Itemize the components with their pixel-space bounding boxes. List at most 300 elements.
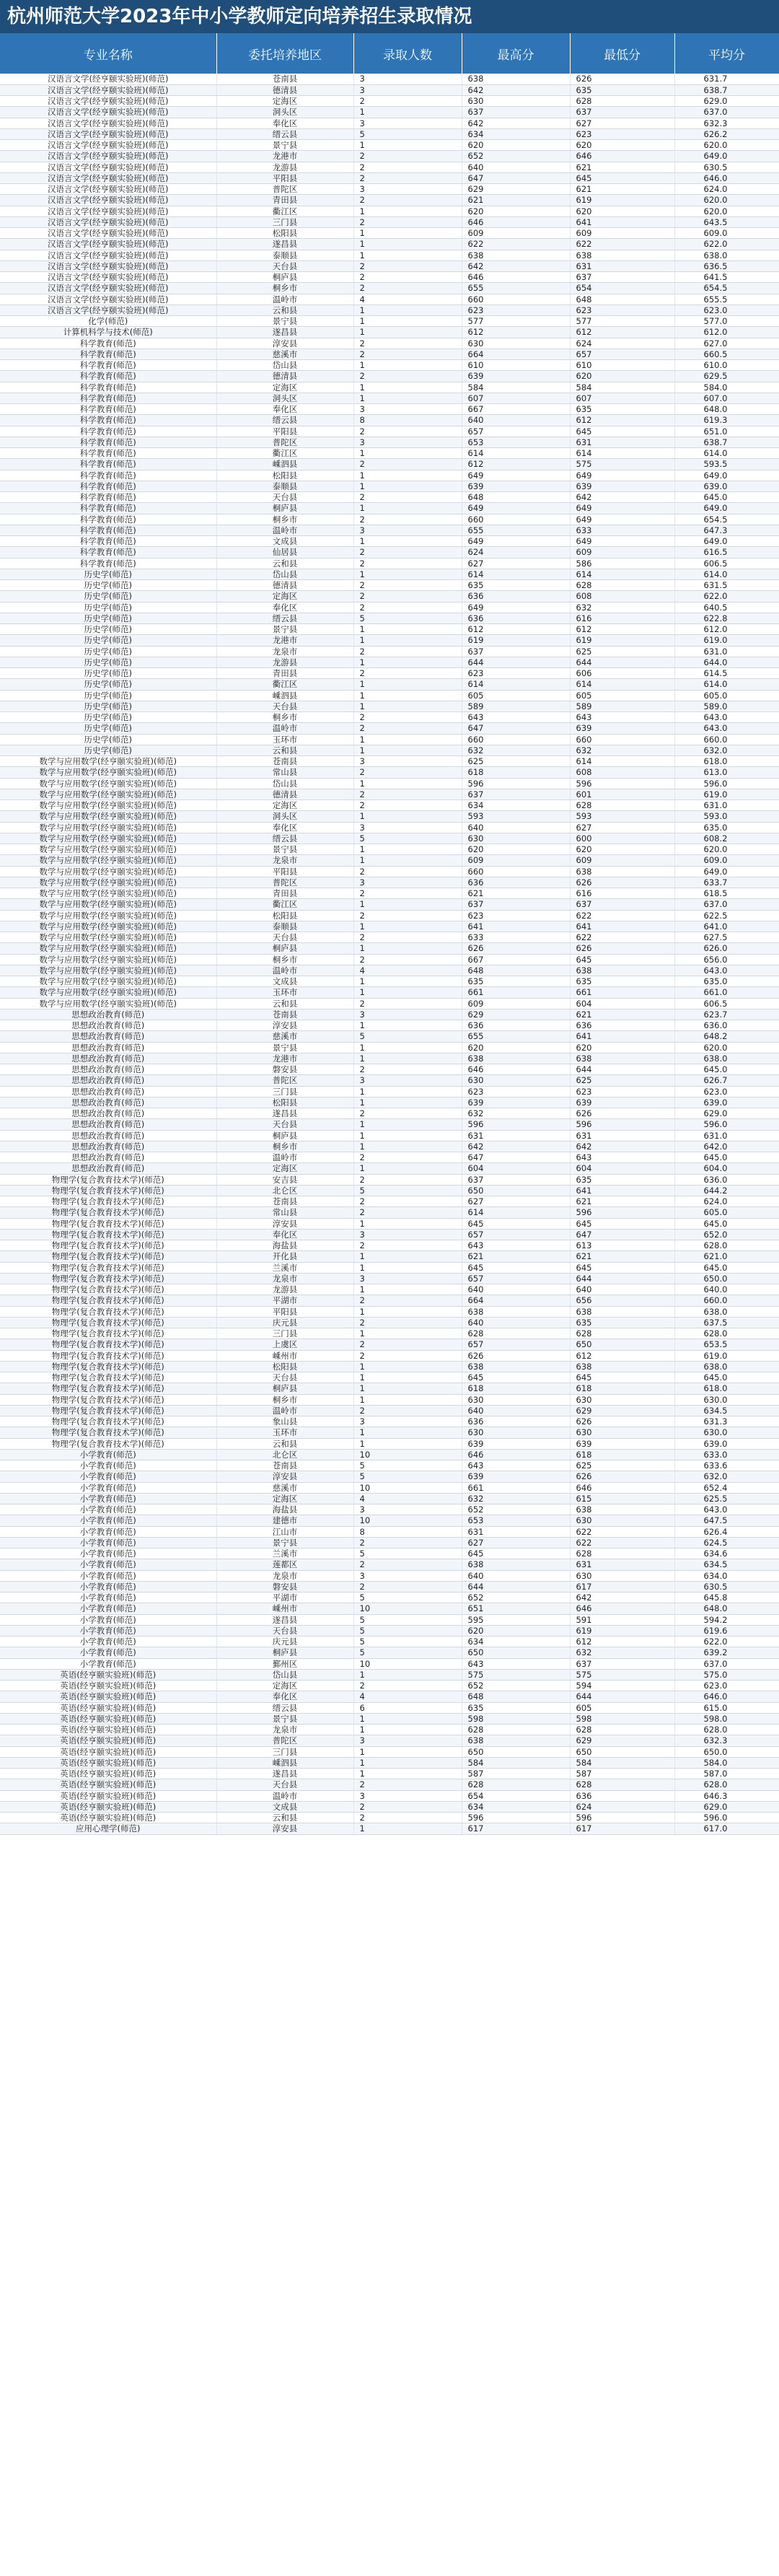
cell-highest-score: 637 (462, 899, 570, 910)
cell-average-score: 648.0 (674, 1603, 779, 1614)
cell-average-score: 644.0 (674, 657, 779, 667)
cell-average-score: 594.2 (674, 1614, 779, 1625)
cell-region: 定海区 (216, 1493, 353, 1504)
cell-admitted-count: 1 (353, 976, 462, 987)
cell-region: 龙游县 (216, 1284, 353, 1295)
cell-region: 洞头区 (216, 107, 353, 118)
table-row (0, 712, 779, 723)
table-row (0, 1769, 779, 1779)
cell-highest-score: 596 (462, 1813, 570, 1823)
cell-average-score: 596.0 (674, 1119, 779, 1130)
cell-highest-score: 647 (462, 172, 570, 183)
cell-lowest-score: 619 (570, 635, 674, 646)
cell-major: 物理学(复合教育技术学)(师范) (0, 1350, 216, 1361)
cell-region: 庆元县 (216, 1317, 353, 1328)
cell-highest-score: 660 (462, 514, 570, 525)
cell-major: 小学教育(师范) (0, 1526, 216, 1537)
table-row (0, 569, 779, 579)
cell-highest-score: 640 (462, 415, 570, 426)
cell-major: 小学教育(师范) (0, 1559, 216, 1570)
table-row (0, 1350, 779, 1361)
cell-major: 物理学(复合教育技术学)(师范) (0, 1284, 216, 1295)
cell-highest-score: 639 (462, 1097, 570, 1108)
cell-lowest-score: 605 (570, 690, 674, 701)
cell-admitted-count: 1 (353, 657, 462, 667)
cell-major: 汉语言文学(经亨颐实验班)(师范) (0, 216, 216, 227)
cell-major: 汉语言文学(经亨颐实验班)(师范) (0, 228, 216, 239)
cell-major: 汉语言文学(经亨颐实验班)(师范) (0, 184, 216, 195)
cell-average-score: 655.5 (674, 294, 779, 305)
table-row (0, 1482, 779, 1493)
cell-admitted-count: 3 (353, 1075, 462, 1086)
cell-highest-score: 647 (462, 723, 570, 734)
cell-average-score: 640.0 (674, 1284, 779, 1295)
admission-table (0, 33, 779, 1835)
cell-admitted-count: 2 (353, 172, 462, 183)
cell-highest-score: 628 (462, 1328, 570, 1339)
cell-lowest-score: 612 (570, 327, 674, 338)
cell-highest-score: 610 (462, 360, 570, 371)
cell-lowest-score: 604 (570, 1163, 674, 1174)
cell-admitted-count: 2 (353, 1339, 462, 1350)
cell-average-score: 627.5 (674, 932, 779, 943)
cell-admitted-count: 3 (353, 1273, 462, 1284)
cell-region: 嵊泗县 (216, 459, 353, 470)
cell-admitted-count: 4 (353, 965, 462, 976)
table-row (0, 525, 779, 535)
cell-highest-score: 623 (462, 1086, 570, 1097)
cell-highest-score: 593 (462, 811, 570, 822)
cell-major: 物理学(复合教育技术学)(师范) (0, 1372, 216, 1383)
cell-admitted-count: 8 (353, 415, 462, 426)
cell-highest-score: 634 (462, 1801, 570, 1812)
cell-admitted-count: 1 (353, 1130, 462, 1141)
cell-region: 缙云县 (216, 613, 353, 623)
cell-region: 海盐县 (216, 1504, 353, 1515)
cell-region: 海盐县 (216, 1240, 353, 1251)
cell-average-score: 637.5 (674, 1317, 779, 1328)
cell-average-score: 593.0 (674, 811, 779, 822)
cell-region: 衢江区 (216, 679, 353, 690)
cell-lowest-score: 647 (570, 1229, 674, 1240)
cell-region: 泰顺县 (216, 250, 353, 260)
cell-highest-score: 632 (462, 1493, 570, 1504)
cell-major: 思想政治教育(师范) (0, 1108, 216, 1119)
cell-lowest-score: 621 (570, 1196, 674, 1207)
cell-lowest-score: 648 (570, 294, 674, 305)
table-row (0, 437, 779, 447)
cell-admitted-count: 1 (353, 1053, 462, 1064)
table-row (0, 338, 779, 349)
cell-average-score: 628.0 (674, 1725, 779, 1735)
cell-admitted-count: 1 (353, 1097, 462, 1108)
table-row (0, 976, 779, 987)
cell-major: 数学与应用数学(经亨颐实验班)(师范) (0, 833, 216, 844)
cell-admitted-count: 5 (353, 1593, 462, 1603)
cell-admitted-count: 1 (353, 811, 462, 822)
cell-admitted-count: 1 (353, 1251, 462, 1262)
cell-admitted-count: 1 (353, 745, 462, 755)
cell-highest-score: 636 (462, 877, 570, 888)
table-row (0, 679, 779, 690)
table-row (0, 1174, 779, 1185)
cell-lowest-score: 624 (570, 1801, 674, 1812)
cell-region: 缙云县 (216, 1702, 353, 1713)
table-row (0, 1548, 779, 1559)
cell-major: 物理学(复合教育技术学)(师范) (0, 1240, 216, 1251)
cell-region: 天台县 (216, 260, 353, 271)
cell-average-score: 656.0 (674, 954, 779, 965)
cell-lowest-score: 627 (570, 822, 674, 833)
cell-lowest-score: 577 (570, 316, 674, 327)
table-row (0, 1251, 779, 1262)
cell-admitted-count: 2 (353, 195, 462, 206)
cell-major: 汉语言文学(经亨颐实验班)(师范) (0, 272, 216, 283)
table-row (0, 1306, 779, 1317)
cell-lowest-score: 631 (570, 1130, 674, 1141)
cell-major: 数学与应用数学(经亨颐实验班)(师范) (0, 789, 216, 799)
cell-lowest-score: 619 (570, 195, 674, 206)
cell-highest-score: 639 (462, 1471, 570, 1482)
cell-lowest-score: 635 (570, 1174, 674, 1185)
cell-average-score: 622.8 (674, 613, 779, 623)
cell-major: 数学与应用数学(经亨颐实验班)(师范) (0, 844, 216, 855)
cell-average-score: 661.0 (674, 987, 779, 998)
cell-region: 平阳县 (216, 866, 353, 877)
cell-lowest-score: 606 (570, 668, 674, 679)
cell-highest-score: 646 (462, 272, 570, 283)
cell-region: 天台县 (216, 1372, 353, 1383)
cell-major: 物理学(复合教育技术学)(师范) (0, 1273, 216, 1284)
cell-average-score: 633.6 (674, 1460, 779, 1471)
cell-highest-score: 645 (462, 1548, 570, 1559)
cell-lowest-score: 645 (570, 426, 674, 437)
cell-highest-score: 612 (462, 327, 570, 338)
cell-admitted-count: 2 (353, 1681, 462, 1691)
cell-lowest-score: 624 (570, 338, 674, 349)
cell-admitted-count: 5 (353, 1614, 462, 1625)
cell-lowest-score: 645 (570, 954, 674, 965)
table-row (0, 272, 779, 283)
cell-average-score: 652.0 (674, 1229, 779, 1240)
cell-highest-score: 649 (462, 503, 570, 514)
cell-average-score: 628.0 (674, 1779, 779, 1790)
cell-region: 奉化区 (216, 404, 353, 415)
cell-major: 英语(经亨颐实验班)(师范) (0, 1746, 216, 1757)
cell-lowest-score: 636 (570, 1020, 674, 1031)
cell-highest-score: 638 (462, 1735, 570, 1746)
table-row (0, 327, 779, 338)
cell-lowest-score: 616 (570, 888, 674, 899)
cell-lowest-score: 644 (570, 1064, 674, 1075)
cell-highest-score: 652 (462, 1504, 570, 1515)
cell-admitted-count: 1 (353, 778, 462, 789)
cell-average-score: 618.0 (674, 1383, 779, 1394)
table-row (0, 1185, 779, 1196)
cell-region: 嵊州市 (216, 1350, 353, 1361)
cell-lowest-score: 639 (570, 481, 674, 491)
cell-major: 科学教育(师范) (0, 536, 216, 547)
cell-admitted-count: 8 (353, 1526, 462, 1537)
cell-lowest-score: 609 (570, 547, 674, 558)
cell-highest-score: 632 (462, 745, 570, 755)
cell-average-score: 628.0 (674, 1240, 779, 1251)
table-row (0, 1196, 779, 1207)
table-row (0, 162, 779, 172)
header-average-score: 平均分 (674, 33, 779, 74)
cell-region: 桐庐县 (216, 1647, 353, 1658)
cell-major: 英语(经亨颐实验班)(师范) (0, 1681, 216, 1691)
cell-highest-score: 630 (462, 338, 570, 349)
cell-average-score: 645.0 (674, 492, 779, 503)
cell-admitted-count: 2 (353, 800, 462, 811)
cell-highest-score: 604 (462, 1163, 570, 1174)
table-row (0, 1515, 779, 1526)
cell-lowest-score: 628 (570, 1779, 674, 1790)
cell-average-score: 620.0 (674, 140, 779, 151)
cell-lowest-score: 646 (570, 151, 674, 162)
table-row (0, 833, 779, 844)
table-row (0, 954, 779, 965)
cell-region: 云和县 (216, 1438, 353, 1449)
cell-major: 科学教育(师范) (0, 415, 216, 426)
cell-highest-score: 660 (462, 866, 570, 877)
cell-region: 松阳县 (216, 1097, 353, 1108)
cell-region: 温岭市 (216, 1790, 353, 1801)
cell-major: 科学教育(师范) (0, 404, 216, 415)
cell-lowest-score: 631 (570, 437, 674, 447)
cell-average-score: 620.0 (674, 206, 779, 216)
cell-highest-score: 632 (462, 1108, 570, 1119)
cell-average-score: 617.0 (674, 1823, 779, 1834)
table-row (0, 74, 779, 84)
table-row (0, 294, 779, 305)
cell-average-score: 647.5 (674, 1515, 779, 1526)
table-row (0, 1746, 779, 1757)
cell-admitted-count: 1 (353, 239, 462, 250)
cell-major: 科学教育(师范) (0, 382, 216, 393)
cell-region: 玉环市 (216, 1427, 353, 1438)
cell-highest-score: 577 (462, 316, 570, 327)
cell-admitted-count: 2 (353, 767, 462, 778)
cell-admitted-count: 3 (353, 1229, 462, 1240)
cell-admitted-count: 3 (353, 118, 462, 128)
cell-major: 科学教育(师范) (0, 360, 216, 371)
cell-average-score: 646.3 (674, 1790, 779, 1801)
cell-lowest-score: 639 (570, 1097, 674, 1108)
cell-highest-score: 647 (462, 1152, 570, 1163)
table-row (0, 1361, 779, 1372)
table-row (0, 426, 779, 437)
cell-highest-score: 635 (462, 1702, 570, 1713)
cell-major: 数学与应用数学(经亨颐实验班)(师范) (0, 811, 216, 822)
cell-region: 苍南县 (216, 74, 353, 84)
cell-average-score: 660.0 (674, 1295, 779, 1306)
cell-major: 历史学(师范) (0, 646, 216, 657)
table-row (0, 172, 779, 183)
table-row (0, 415, 779, 426)
cell-admitted-count: 2 (353, 260, 462, 271)
table-row (0, 1823, 779, 1834)
cell-admitted-count: 5 (353, 613, 462, 623)
cell-highest-score: 648 (462, 1691, 570, 1702)
cell-average-score: 641.0 (674, 921, 779, 932)
cell-region: 岱山县 (216, 569, 353, 579)
cell-highest-score: 657 (462, 426, 570, 437)
cell-major: 思想政治教育(师范) (0, 1064, 216, 1075)
cell-highest-score: 612 (462, 624, 570, 635)
cell-lowest-score: 608 (570, 767, 674, 778)
cell-highest-score: 638 (462, 250, 570, 260)
cell-admitted-count: 1 (353, 1746, 462, 1757)
cell-region: 奉化区 (216, 1229, 353, 1240)
table-row (0, 1416, 779, 1427)
cell-highest-score: 637 (462, 789, 570, 799)
cell-admitted-count: 3 (353, 877, 462, 888)
cell-highest-score: 638 (462, 1559, 570, 1570)
cell-admitted-count: 2 (353, 723, 462, 734)
table-body (0, 74, 779, 1834)
cell-highest-score: 618 (462, 767, 570, 778)
table-row (0, 690, 779, 701)
cell-highest-score: 630 (462, 96, 570, 107)
cell-major: 小学教育(师范) (0, 1637, 216, 1647)
cell-lowest-score: 621 (570, 184, 674, 195)
cell-lowest-score: 642 (570, 1593, 674, 1603)
table-row (0, 305, 779, 315)
cell-admitted-count: 6 (353, 1702, 462, 1713)
table-row (0, 756, 779, 767)
cell-average-score: 584.0 (674, 382, 779, 393)
table-row (0, 404, 779, 415)
cell-region: 缙云县 (216, 415, 353, 426)
cell-lowest-score: 637 (570, 1658, 674, 1669)
cell-highest-score: 641 (462, 921, 570, 932)
table-row (0, 514, 779, 525)
cell-average-score: 638.0 (674, 1053, 779, 1064)
cell-average-score: 654.5 (674, 514, 779, 525)
table-row (0, 1097, 779, 1108)
cell-region: 淳安县 (216, 338, 353, 349)
cell-major: 汉语言文学(经亨颐实验班)(师范) (0, 140, 216, 151)
cell-admitted-count: 2 (353, 547, 462, 558)
cell-major: 科学教育(师范) (0, 371, 216, 382)
table-row (0, 184, 779, 195)
cell-region: 桐庐县 (216, 943, 353, 954)
cell-lowest-score: 614 (570, 448, 674, 459)
cell-region: 仙居县 (216, 547, 353, 558)
cell-region: 天台县 (216, 492, 353, 503)
cell-lowest-score: 614 (570, 679, 674, 690)
cell-highest-score: 631 (462, 1526, 570, 1537)
cell-admitted-count: 3 (353, 525, 462, 535)
cell-region: 洞头区 (216, 811, 353, 822)
cell-admitted-count: 2 (353, 1295, 462, 1306)
table-row (0, 96, 779, 107)
table-row (0, 195, 779, 206)
cell-average-score: 649.0 (674, 536, 779, 547)
table-row (0, 84, 779, 95)
cell-region: 平阳县 (216, 172, 353, 183)
table-row (0, 250, 779, 260)
table-row (0, 701, 779, 711)
cell-admitted-count: 1 (353, 1769, 462, 1779)
cell-region: 龙游县 (216, 657, 353, 667)
cell-lowest-score: 628 (570, 1725, 674, 1735)
table-row (0, 1537, 779, 1548)
cell-major: 思想政治教育(师范) (0, 1031, 216, 1042)
cell-major: 思想政治教育(师范) (0, 1152, 216, 1163)
cell-major: 英语(经亨颐实验班)(师范) (0, 1757, 216, 1768)
table-row (0, 1669, 779, 1680)
cell-region: 磐安县 (216, 1581, 353, 1592)
cell-highest-score: 636 (462, 1020, 570, 1031)
table-row (0, 128, 779, 139)
cell-lowest-score: 584 (570, 382, 674, 393)
cell-lowest-score: 626 (570, 1471, 674, 1482)
cell-admitted-count: 5 (353, 1031, 462, 1042)
cell-region: 龙泉市 (216, 855, 353, 866)
table-row (0, 1207, 779, 1218)
cell-lowest-score: 646 (570, 1603, 674, 1614)
cell-major: 数学与应用数学(经亨颐实验班)(师范) (0, 888, 216, 899)
cell-major: 汉语言文学(经亨颐实验班)(师范) (0, 107, 216, 118)
cell-major: 英语(经亨颐实验班)(师范) (0, 1790, 216, 1801)
cell-lowest-score: 591 (570, 1614, 674, 1625)
cell-major: 物理学(复合教育技术学)(师范) (0, 1405, 216, 1416)
cell-major: 物理学(复合教育技术学)(师范) (0, 1361, 216, 1372)
cell-average-score: 634.5 (674, 1559, 779, 1570)
cell-highest-score: 635 (462, 976, 570, 987)
cell-major: 思想政治教育(师范) (0, 1020, 216, 1031)
cell-region: 龙港市 (216, 1053, 353, 1064)
table-row (0, 745, 779, 755)
cell-region: 文成县 (216, 976, 353, 987)
cell-admitted-count: 3 (353, 404, 462, 415)
cell-major: 科学教育(师范) (0, 437, 216, 447)
table-row (0, 1163, 779, 1174)
table-row (0, 1372, 779, 1383)
cell-highest-score: 657 (462, 1339, 570, 1350)
cell-highest-score: 620 (462, 206, 570, 216)
cell-major: 物理学(复合教育技术学)(师范) (0, 1229, 216, 1240)
cell-highest-score: 657 (462, 1273, 570, 1284)
cell-major: 物理学(复合教育技术学)(师范) (0, 1306, 216, 1317)
cell-lowest-score: 626 (570, 1416, 674, 1427)
cell-average-score: 630.0 (674, 1394, 779, 1405)
cell-admitted-count: 1 (353, 1306, 462, 1317)
table-row (0, 987, 779, 998)
cell-average-score: 631.7 (674, 74, 779, 84)
cell-admitted-count: 1 (353, 1438, 462, 1449)
cell-region: 遂昌县 (216, 239, 353, 250)
cell-average-score: 632.3 (674, 118, 779, 128)
cell-highest-score: 655 (462, 283, 570, 294)
cell-region: 天台县 (216, 1119, 353, 1130)
table-row (0, 1471, 779, 1482)
cell-region: 慈溪市 (216, 1031, 353, 1042)
cell-major: 小学教育(师范) (0, 1581, 216, 1592)
cell-major: 科学教育(师范) (0, 481, 216, 491)
table-row (0, 646, 779, 657)
cell-lowest-score: 625 (570, 646, 674, 657)
cell-highest-score: 640 (462, 822, 570, 833)
cell-admitted-count: 1 (353, 1823, 462, 1834)
cell-lowest-score: 661 (570, 987, 674, 998)
cell-highest-score: 625 (462, 756, 570, 767)
table-row (0, 228, 779, 239)
table-row (0, 1559, 779, 1570)
